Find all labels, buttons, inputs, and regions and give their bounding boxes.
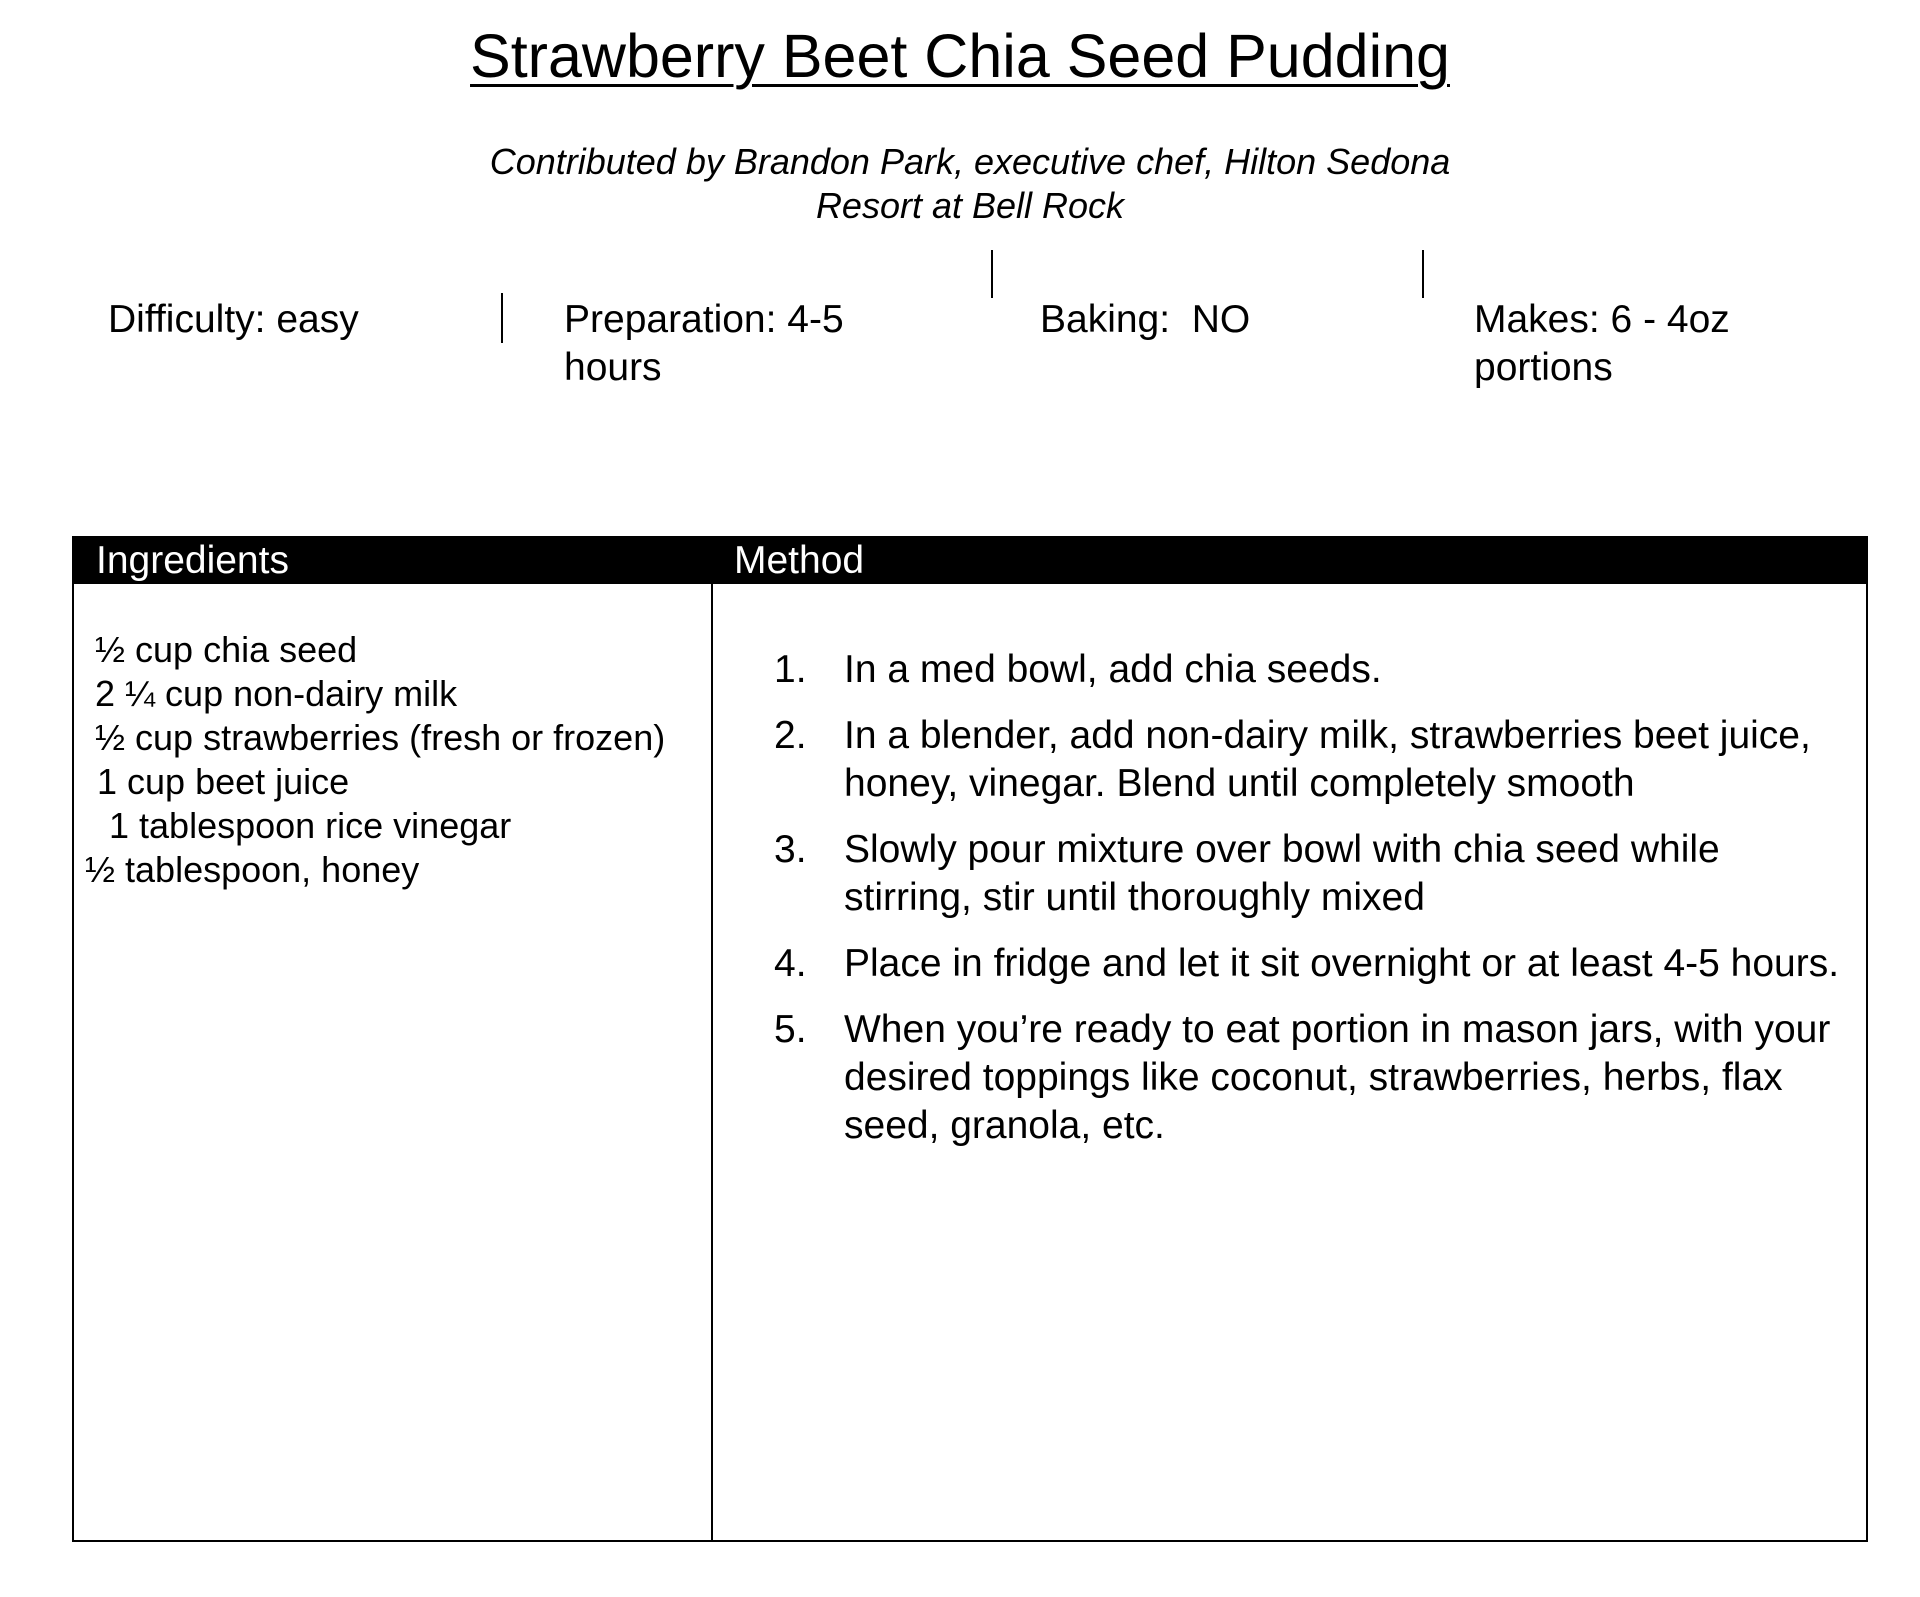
makes-line-1: Makes: 6 - 4oz [1474, 298, 1730, 341]
method-step [774, 646, 1854, 694]
ingredient-item: ½ cup chia seed [95, 629, 358, 670]
difficulty-info: Difficulty: easy [108, 298, 359, 341]
makes-info [1474, 296, 1730, 392]
table-header [74, 538, 1866, 584]
method-steps [774, 646, 1854, 1168]
meta-divider-3 [1422, 250, 1424, 298]
method-step [774, 826, 1854, 922]
step-number: 1. [774, 648, 807, 691]
byline-line-2: Resort at Bell Rock [815, 185, 1125, 226]
ingredient-item: 1 tablespoon rice vinegar [109, 805, 512, 846]
baking-info: Baking: NO [1040, 298, 1251, 341]
step-number: 3. [774, 828, 807, 871]
preparation-line-2: hours [564, 346, 662, 389]
step-number: 5. [774, 1008, 807, 1051]
step-text: Place in fridge and let it sit overnight or at least 4-5 hours. [844, 942, 1840, 985]
ingredient-item: ½ tablespoon, honey [85, 849, 420, 890]
method-header: Method [734, 539, 865, 582]
ingredient-item: 1 cup beet juice [97, 761, 350, 802]
makes-line-2: portions [1474, 346, 1613, 389]
step-number: 2. [774, 714, 807, 757]
recipe-byline [400, 140, 1540, 228]
meta-divider-1 [501, 293, 503, 343]
ingredient-item: 2 ¼ cup non-dairy milk [95, 673, 458, 714]
recipe-table [72, 536, 1868, 1542]
preparation-line-1: Preparation: 4-5 [564, 298, 844, 341]
method-step [774, 1006, 1854, 1150]
step-number: 4. [774, 942, 807, 985]
step-text: Slowly pour mixture over bowl with chia seed while stirring, stir until thoroughly mixed [844, 828, 1720, 919]
meta-divider-2 [991, 250, 993, 298]
preparation-info [564, 296, 844, 392]
ingredients-header: Ingredients [96, 539, 289, 582]
step-text: In a blender, add non-dairy milk, strawberries beet juice, honey, vinegar. Blend until completely smooth [844, 714, 1811, 805]
column-divider [711, 584, 713, 1540]
byline-line-1: Contributed by Brandon Park, executive chef, Hilton Sedona [489, 141, 1451, 182]
recipe-title: Strawberry Beet Chia Seed Pudding [470, 22, 1450, 90]
ingredients-list [82, 628, 707, 892]
method-step [774, 712, 1854, 808]
step-text: When you’re ready to eat portion in mason jars, with your desired toppings like coconut, strawberries, herbs, flax seed, granola, etc. [844, 1008, 1831, 1147]
ingredient-item: ½ cup strawberries (fresh or frozen) [95, 717, 666, 758]
step-text: In a med bowl, add chia seeds. [844, 648, 1382, 691]
method-step [774, 940, 1854, 988]
